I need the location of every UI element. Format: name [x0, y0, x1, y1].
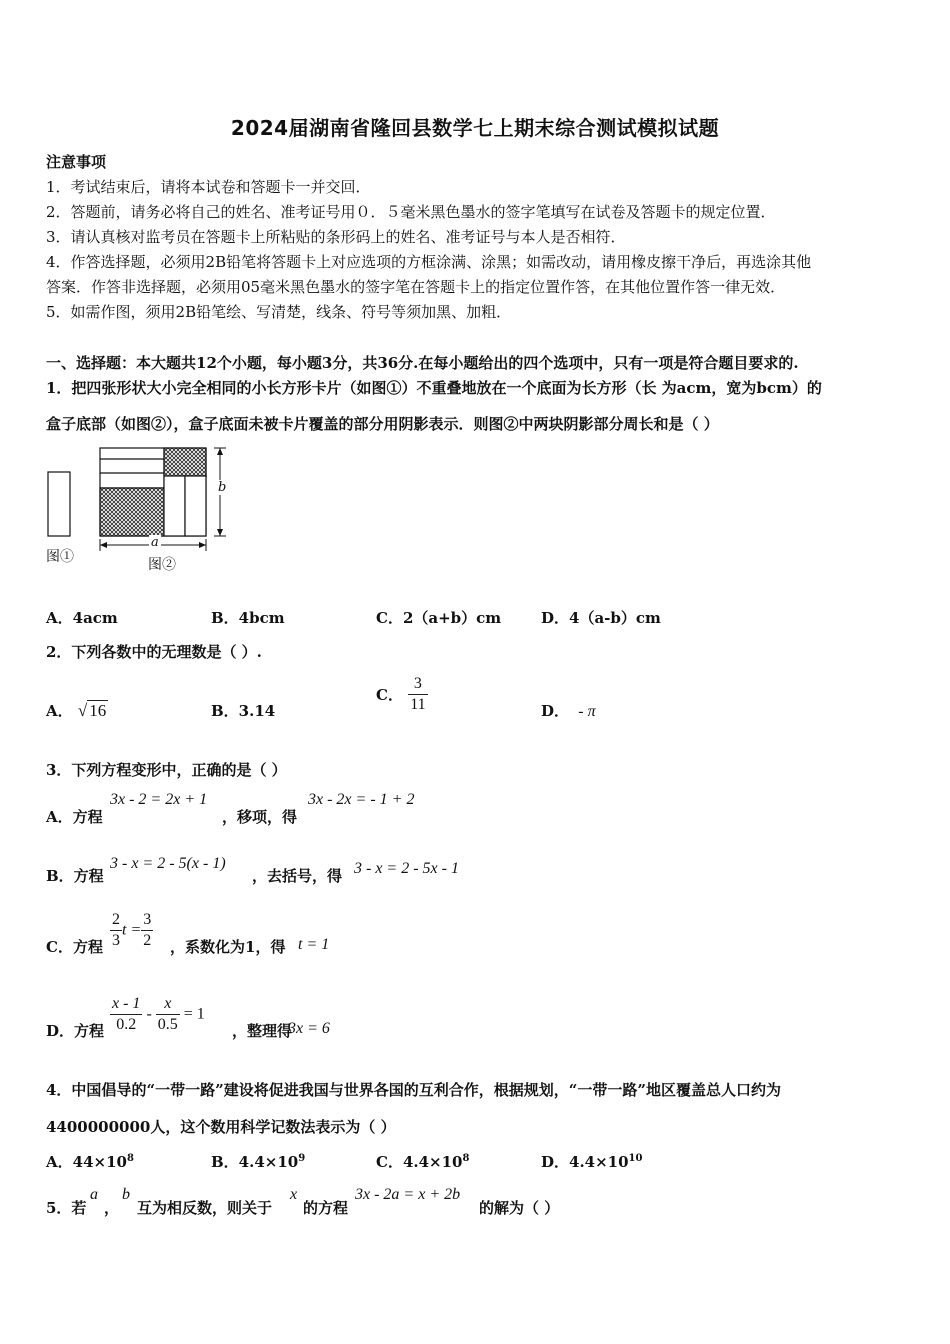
- section-heading: 一、选择题：本大题共12个小题，每小题3分，共36分.在每小题给出的四个选项中，只有一项是符合题目要求的.: [46, 354, 799, 372]
- q1-option-d: D．4（a-b）cm: [541, 609, 661, 627]
- fraction-numerator: 2: [110, 910, 122, 931]
- sqrt-symbol: √ 16: [77, 701, 107, 720]
- notice-item-4: 4．作答选择题，必须用2B铅笔将答题卡上对应选项的方框涂满、涂黑；如需改动，请用橡皮擦干净后，再选涂其他: [46, 253, 812, 271]
- q3-option-d-pre: D．方程: [46, 1022, 105, 1040]
- q3-option-b-pre: B．方程: [46, 867, 104, 885]
- q3-stem: 3．下列方程变形中，正确的是（ ）: [46, 761, 287, 779]
- fraction-numerator: 3: [141, 910, 153, 931]
- q2-option-d-label: D．: [541, 702, 570, 720]
- q2-option-d-value: - π: [578, 703, 596, 720]
- q3-option-c-eq1: [110, 910, 153, 951]
- q2-option-a-radicand: 16: [89, 701, 107, 720]
- q4-option-b: [211, 1151, 305, 1172]
- q1-option-a: A．4acm: [46, 609, 118, 627]
- fraction-denominator: 0.5: [157, 1016, 178, 1033]
- q4-option-d-exp: 10: [628, 1153, 643, 1164]
- q4-option-a: [46, 1151, 134, 1172]
- fraction-denominator: 0.2: [116, 1016, 137, 1033]
- notice-item-3: 3．请认真核对监考员在答题卡上所粘贴的条形码上的姓名、准考证号与本人是否相符．: [46, 228, 626, 246]
- q4-option-c-base: C．4.4×10: [376, 1153, 463, 1171]
- fraction-numerator: 3: [408, 674, 427, 695]
- q4-option-b-base: B．4.4×10: [211, 1153, 299, 1171]
- q1-stem-line2: 盒子底部（如图②），盒子底面未被卡片覆盖的部分用阴影表示．则图②中两块阴影部分周长和是（ ）: [46, 415, 719, 433]
- q3-d-minus: -: [142, 1005, 156, 1023]
- q4-option-c: [376, 1151, 469, 1172]
- q1-stem-line1: 1．把四张形状大小完全相同的小长方形卡片（如图①）不重叠地放在一个底面为长方形（长 为acm，宽为bcm）的: [46, 379, 822, 397]
- q3-d-fraction-1: [110, 994, 142, 1035]
- q2-option-b: B．3.14: [211, 702, 276, 720]
- q2-option-d: [541, 700, 596, 721]
- fraction-denominator: 2: [143, 932, 152, 949]
- q4-option-d: [541, 1151, 642, 1172]
- q3-option-a-eq1: 3x - 2 = 2x + 1: [110, 791, 208, 808]
- q3-option-c-pre: C．方程: [46, 938, 103, 956]
- q2-option-c: [376, 674, 428, 715]
- q5-var-b: b: [122, 1186, 130, 1203]
- notice-item-1: 1．考试结束后，请将本试卷和答题卡一并交回．: [46, 178, 371, 196]
- q4-option-d-base: D．4.4×10: [541, 1153, 629, 1171]
- q1-figure: [44, 444, 244, 572]
- q3-option-a-eq2: 3x - 2x = - 1 + 2: [308, 791, 415, 808]
- q2-option-c-label: C．: [376, 686, 403, 704]
- q3-option-d-eq2: 3x = 6: [288, 1020, 330, 1037]
- q5-text-2: 的方程: [303, 1199, 349, 1217]
- q3-d-equals: = 1: [179, 1005, 205, 1023]
- q4-stem-line1: 4．中国倡导的“一带一路”建设将促进我国与世界各国的互利合作，根据规划，“一带一路”地区覆盖总人口约为: [46, 1081, 781, 1099]
- q4-option-c-exp: 8: [462, 1153, 470, 1164]
- q2-option-a: [46, 700, 108, 721]
- fig2-shaded-top-right: [164, 448, 206, 476]
- q5-var-a: a: [90, 1186, 98, 1203]
- page-title: 2024届湖南省隆回县数学七上期末综合测试模拟试题: [230, 116, 720, 140]
- q2-stem: 2．下列各数中的无理数是（ ）.: [46, 643, 262, 661]
- notice-heading: 注意事项: [46, 153, 107, 171]
- q3-option-b-eq1: 3 - x = 2 - 5(x - 1): [110, 855, 226, 872]
- q3-option-b-mid: ，去括号，得: [252, 867, 343, 885]
- q5-text-1: 互为相反数，则关于: [137, 1199, 273, 1217]
- fig1-card: [48, 472, 70, 536]
- q3-c-fraction-2: [141, 910, 153, 951]
- fraction-numerator: x - 1: [110, 994, 142, 1015]
- q5-pre: 5．若: [46, 1199, 87, 1217]
- q4-option-a-base: A．44×10: [46, 1153, 127, 1171]
- q2-option-c-fraction: [408, 674, 427, 715]
- q3-option-b-eq2: 3 - x = 2 - 5x - 1: [354, 860, 459, 877]
- notice-item-4-cont: 答案．作答非选择题，必须用05毫米黑色墨水的签字笔在答题卡上的指定位置作答，在其他位置作答一律无效．: [46, 278, 786, 296]
- q4-option-b-exp: 9: [298, 1153, 306, 1164]
- fraction-numerator: x: [156, 994, 180, 1015]
- fig2-shaded-bottom-left: [100, 488, 164, 536]
- q5-comma: ，: [104, 1199, 120, 1217]
- q4-stem-line2: 4400000000人，这个数用科学记数法表示为（ ）: [46, 1118, 396, 1136]
- fraction-denominator: 3: [112, 932, 120, 949]
- notice-item-5: 5．如需作图，须用2B铅笔绘、写清楚，线条、符号等须加黑、加粗．: [46, 303, 512, 321]
- fraction-denominator: 11: [410, 696, 426, 713]
- q3-c-variable: t =: [122, 921, 142, 939]
- q3-c-fraction-1: [110, 910, 122, 951]
- q5-text-3: 的解为（ ）: [479, 1199, 560, 1217]
- fig1-caption: 图①: [46, 549, 74, 565]
- q5-equation: 3x - 2a = x + 2b: [355, 1186, 461, 1203]
- q3-option-c-eq2: t = 1: [298, 936, 330, 953]
- fig2-caption: 图②: [148, 557, 176, 573]
- q2-option-a-label: A．: [46, 702, 73, 720]
- q3-option-c-mid: ，系数化为1，得: [170, 938, 286, 956]
- q3-d-fraction-2: [156, 994, 180, 1035]
- q3-option-a-pre: A．方程: [46, 808, 103, 826]
- notice-item-2: 2．答题前，请务必将自己的姓名、准考证号用０．５毫米黑色墨水的签字笔填写在试卷及答题卡的规定位置．: [46, 203, 776, 221]
- q3-option-d-eq1: [110, 994, 205, 1035]
- q1-option-c: C．2（a+b）cm: [376, 609, 502, 627]
- q3-option-d-mid: ，整理得: [232, 1022, 293, 1040]
- q4-option-a-exp: 8: [126, 1153, 134, 1164]
- fig2-label-a: a: [151, 535, 159, 550]
- q3-option-a-mid: ，移项，得: [222, 808, 298, 826]
- fig2-label-b: b: [218, 480, 227, 495]
- q1-option-b: B．4bcm: [211, 609, 285, 627]
- q5-var-x: x: [290, 1186, 298, 1203]
